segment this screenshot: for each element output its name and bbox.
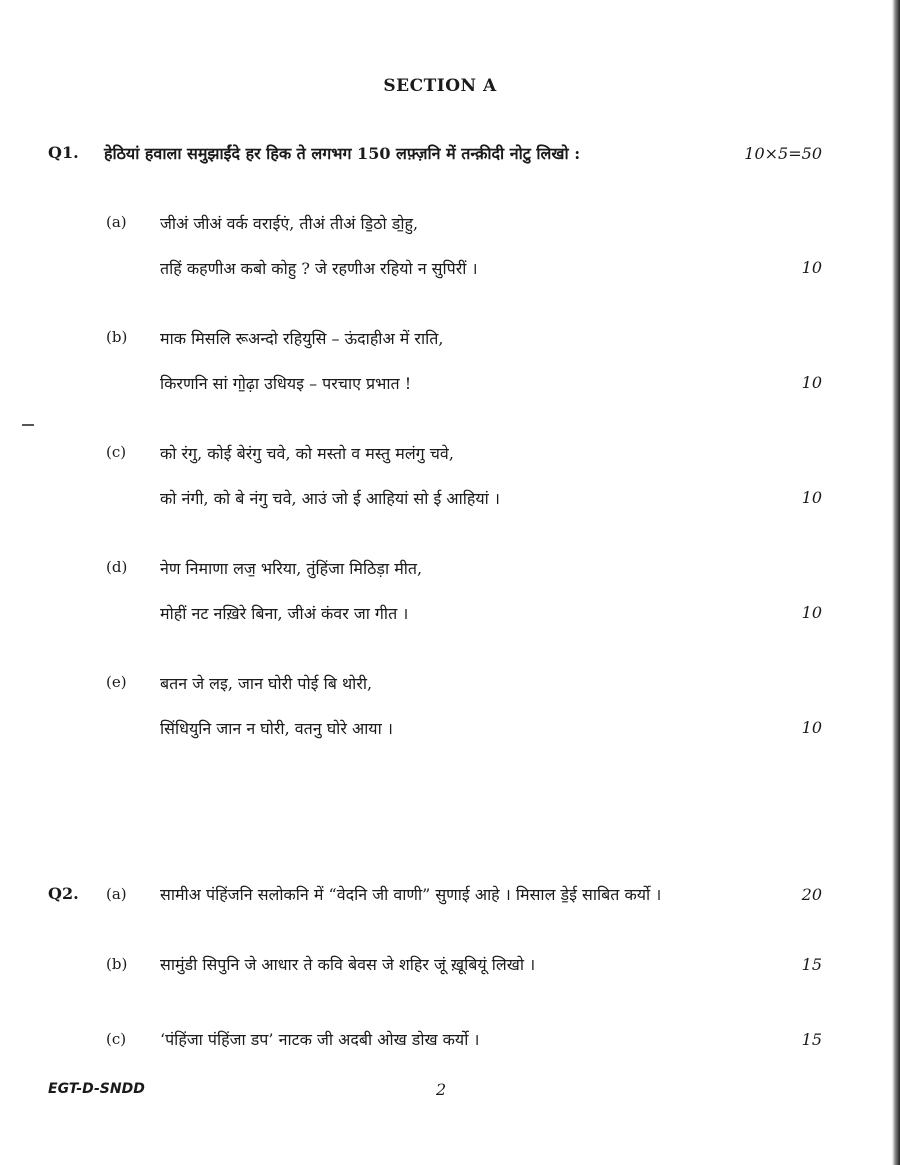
q1-part-marks: 10 bbox=[801, 718, 822, 737]
q2-part-label: (b) bbox=[106, 955, 128, 973]
section-title: SECTION A bbox=[383, 76, 497, 96]
q1-part-line: को रंगु, कोई बेरंगु चवे, को मस्तो व मस्तु मलंगु चवे, bbox=[160, 444, 454, 463]
q2-part-marks: 15 bbox=[801, 955, 822, 974]
page-number: 2 bbox=[436, 1080, 447, 1099]
q2-part-marks: 20 bbox=[801, 885, 822, 904]
q1-part-label: (e) bbox=[106, 673, 127, 691]
q2-part-label: (c) bbox=[106, 1030, 127, 1048]
q1-part-line: नेण निमाणा लज॒ भरिया, तुंहिंजा मिठिड़ा मीत, bbox=[160, 559, 423, 578]
q1-part-line: को नंगी, को बे नंगु चवे, आउं जो ई आहियां सो ई आहियां । bbox=[160, 489, 500, 508]
q2-number: Q2. bbox=[48, 884, 79, 903]
scan-speck bbox=[22, 424, 34, 426]
q1-part-marks: 10 bbox=[801, 373, 822, 392]
q2-part-text: सामुंडी सिपुनि जे आधार ते कवि बेवस जे शहिर जूं ख़ूबियूं लिखो । bbox=[160, 955, 536, 974]
q1-part-line: बतन जे लइ, जान घोरी पोई बि थोरी, bbox=[160, 674, 373, 693]
q1-part-label: (c) bbox=[106, 443, 127, 461]
q1-part-label: (d) bbox=[106, 558, 128, 576]
q1-part-line: मोहीं नट नख़िरे बिना, जीअं कंवर जा गीत । bbox=[160, 604, 409, 623]
q1-part-marks: 10 bbox=[801, 258, 822, 277]
q1-part-label: (a) bbox=[106, 213, 127, 231]
scan-edge-shadow bbox=[892, 0, 900, 1165]
q1-part-line: जीअं जीअं वर्क वराईएं, तीअं तीअं डि॒ठो डो॒हु, bbox=[160, 214, 419, 233]
q2-part-text: सामीअ पंहिंजनि सलोकनि में “वेदनि जी वाणी” सुणाई आहे । मिसाल डे॒ई साबित कर्यो । bbox=[160, 885, 662, 904]
q1-instruction: हेठियां हवाला समुझाईंदे हर हिक ते लगभग 150 लफ़्ज़नि में तन्क़ीदी नोटु लिखो : bbox=[104, 144, 581, 163]
q2-part-label: (a) bbox=[106, 885, 127, 903]
q2-part-marks: 15 bbox=[801, 1030, 822, 1049]
q1-total-marks: 10×5=50 bbox=[744, 144, 822, 163]
q1-part-line: माक मिसलि रूअन्दो रहियुसि – ऊंदाहीअ में राति, bbox=[160, 329, 444, 348]
q1-part-line: तहिं कहणीअ कबो कोहु ? जे रहणीअ रहियो न सुपिरीं । bbox=[160, 259, 478, 278]
paper-code: EGT-D-SNDD bbox=[48, 1081, 145, 1097]
q1-part-label: (b) bbox=[106, 328, 128, 346]
q1-number: Q1. bbox=[48, 143, 79, 162]
q1-part-marks: 10 bbox=[801, 488, 822, 507]
q1-part-line: किरणनि सां गो॒ढ़ा उधियइ – परचाए प्रभात ! bbox=[160, 374, 412, 393]
q2-part-text: ‘पंहिंजा पंहिंजा डप’ नाटक जी अदबी ओख डोख कर्यो । bbox=[160, 1030, 480, 1049]
q1-part-marks: 10 bbox=[801, 603, 822, 622]
q1-part-line: सिंधियुनि जान न घोरी, वतनु घोरे आया । bbox=[160, 719, 393, 738]
